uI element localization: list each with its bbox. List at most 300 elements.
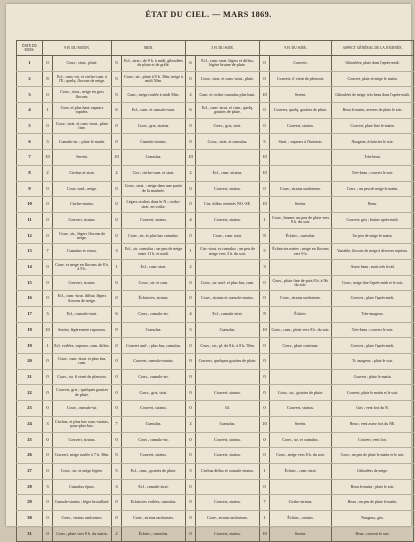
aspect-general: Couvert; gris ; bruine après-midi. xyxy=(332,212,414,228)
aspect-general: Couvert ; pluie le matin. xyxy=(332,369,414,385)
table-row xyxy=(17,56,414,72)
cloud-midi: 0 xyxy=(112,87,122,103)
cloud-3h-soir: 0 xyxy=(186,479,196,495)
cloud-9h-matin: 0 xyxy=(43,197,53,213)
cloud-9h-matin: 0 xyxy=(43,354,53,370)
sky-midi: Couv., str. et cum. xyxy=(122,275,186,291)
sky-9h-soir: Strat. ; vapeurs à l'horizon. xyxy=(270,134,332,150)
cloud-9h-matin: 0 xyxy=(43,291,53,307)
cloud-midi: 0 xyxy=(112,118,122,134)
row-day: 7 xyxy=(17,150,43,166)
aspect-general: Couv. ; un peu de neige le matin. xyxy=(332,181,414,197)
cloud-9h-matin: 3 xyxy=(43,416,53,432)
cloud-midi: 0 xyxy=(112,354,122,370)
cloud-9h-soir: 7 xyxy=(260,495,270,511)
table-row xyxy=(17,165,414,181)
cloud-3h-soir: 5 xyxy=(186,322,196,338)
cloud-3h-soir: 0 xyxy=(186,291,196,307)
table-row xyxy=(17,197,414,213)
header-3h-soir: 3 H. DU SOIR. xyxy=(186,41,260,56)
sky-3h-soir: Couv., cum. strat. xyxy=(196,228,260,244)
cloud-midi: 0 xyxy=(112,56,122,72)
row-day: 11 xyxy=(17,212,43,228)
sky-9h-soir: Éclairc. xyxy=(270,307,332,323)
sky-midi: Ecl., cumulo-strat. xyxy=(122,479,186,495)
cloud-midi: 0 xyxy=(112,369,122,385)
sky-midi: Couv., strat. ; neige dans une partie de la matinée. xyxy=(122,181,186,197)
sky-midi: Ecl., strat.; de 9 h. à midi, giboulées de pluie et de grêle. xyxy=(122,56,186,72)
cloud-9h-soir: 8 xyxy=(260,307,270,323)
aspect-general: Giboulées; pluie dans l'après-midi. xyxy=(332,56,414,72)
aspect-general: Beau ; vent assez fort du NE. xyxy=(332,416,414,432)
sky-midi: Cirr., cirrho-cum. et strat. xyxy=(122,165,186,181)
sky-3h-soir: Couvert, stratus. xyxy=(196,385,260,401)
sky-midi: Ecl., str. cumulus ; un peu de neige entre 11 h. et midi. xyxy=(122,244,186,260)
sky-midi: Ecl., cum. et cumulo-strat. xyxy=(122,103,186,119)
sky-3h-soir xyxy=(196,259,260,275)
table-row xyxy=(17,181,414,197)
sky-9h-matin: Couvert, gris ; quelques gouttes de pluie. xyxy=(53,385,112,401)
sky-9h-soir xyxy=(270,150,332,166)
cloud-9h-soir: 0 xyxy=(260,56,270,72)
aspect-general: Couv.; neige fine l'après-midi et le soir. xyxy=(332,275,414,291)
aspect-general: Assez beau ; mais très froid. xyxy=(332,259,414,275)
sky-3h-soir: Couv., strat. et cum.-strat., pluie. xyxy=(196,71,260,87)
aspect-general: Très-beau ; couvert le soir. xyxy=(332,165,414,181)
sky-9h-soir: Couv., stratus uniformes. xyxy=(270,181,332,197)
aspect-general: Couvert, pluie et neige le matin. xyxy=(332,71,414,87)
aspect-general: Très-nuageux. xyxy=(332,307,414,323)
aspect-general: Couvert ; pluie l'après-midi. xyxy=(332,338,414,354)
aspect-general: Beau le matin, averses de pluie le soir. xyxy=(332,103,414,119)
table-row xyxy=(17,212,414,228)
row-day: 8 xyxy=(17,165,43,181)
cloud-9h-soir: 1 xyxy=(260,510,270,526)
cloud-3h-soir: 0 xyxy=(186,134,196,150)
cloud-9h-soir: 0 xyxy=(260,71,270,87)
sky-midi: Couv., cumulo-str. xyxy=(122,307,186,323)
cloud-midi: 0 xyxy=(112,197,122,213)
cloud-midi: 0 xyxy=(112,510,122,526)
sky-9h-soir: Couvert; il vient de pleuvoir. xyxy=(270,71,332,87)
table-row xyxy=(17,354,414,370)
aspect-general: Variable; flocons de neige à diverses reprises. xyxy=(332,244,414,260)
cloud-midi: 0 xyxy=(112,181,122,197)
cloud-midi: 0 xyxy=(112,134,122,150)
aspect-general: Beau ; couvert le soir. xyxy=(332,526,414,542)
sky-3h-soir: Cumulus. xyxy=(196,416,260,432)
table-row xyxy=(17,479,414,495)
sky-9h-soir: Couvert, stratus. xyxy=(270,401,332,417)
aspect-general: Giboulées de neige; très beau dans l'après-midi. xyxy=(332,87,414,103)
sky-3h-soir: Couvert, stratus. xyxy=(196,181,260,197)
sky-midi: Couv., cumulo-str. xyxy=(122,432,186,448)
cloud-midi: 0 xyxy=(112,275,122,291)
cloud-midi: 3 xyxy=(112,479,122,495)
sky-9h-soir xyxy=(270,354,332,370)
row-day: 5 xyxy=(17,118,43,134)
sky-9h-matin: Couv., cumulo-str. xyxy=(53,401,112,417)
cloud-9h-matin: 0 xyxy=(43,432,53,448)
sky-9h-soir: Couv., brume; un peu de pluie vers 8 h. du soir. xyxy=(270,212,332,228)
cloud-9h-matin: 0 xyxy=(43,87,53,103)
row-day: 6 xyxy=(17,134,43,150)
cloud-9h-matin: 7 xyxy=(43,244,53,260)
sky-3h-soir: Couv., strat. et cumulus. xyxy=(196,134,260,150)
cloud-9h-matin: 0 xyxy=(43,526,53,542)
row-day: 19 xyxy=(17,338,43,354)
sky-9h-matin: Ecl., cumulo-strat. xyxy=(53,307,112,323)
table-row xyxy=(17,291,414,307)
cloud-9h-matin: 0 xyxy=(43,401,53,417)
cloud-9h-soir: 1 xyxy=(260,212,270,228)
sky-9h-matin: Cumulus et cirrus. xyxy=(53,244,112,260)
sky-9h-soir: Cirrho-stratus. xyxy=(270,495,332,511)
sky-9h-matin: Cum. et plus haut vapeurs rapides. xyxy=(53,103,112,119)
cloud-9h-matin: 0 xyxy=(43,448,53,464)
table-row xyxy=(17,87,414,103)
sky-9h-matin: Cumulus épars. xyxy=(53,479,112,495)
cloud-3h-soir: 2 xyxy=(186,165,196,181)
table-row xyxy=(17,448,414,464)
cloud-3h-soir: 0 xyxy=(186,275,196,291)
cloud-midi: 0 xyxy=(112,432,122,448)
table-row xyxy=(17,463,414,479)
cloud-9h-matin: 1 xyxy=(43,103,53,119)
row-day: 30 xyxy=(17,510,43,526)
sky-9h-matin: Cirrhus, et plus bas cum.-stratus, pour-plus-bas. xyxy=(53,416,112,432)
table-row xyxy=(17,322,414,338)
sky-midi: Couv., cumulo-str. xyxy=(122,369,186,385)
sky-9h-matin: Serein. xyxy=(53,150,112,166)
cloud-3h-soir: 0 xyxy=(186,385,196,401)
sky-midi: Couvert, stratus. xyxy=(122,448,186,464)
sky-midi: Cum.; neige roulée à midi 50m. xyxy=(122,87,186,103)
cloud-midi: 0 xyxy=(112,212,122,228)
sky-9h-soir: Éclairc., cum.-strat. xyxy=(270,463,332,479)
cloud-3h-soir: 1 xyxy=(186,244,196,260)
cloud-midi: 0 xyxy=(112,385,122,401)
aspect-general: Beau le matin ; pluie le soir. xyxy=(332,479,414,495)
sky-midi: Cumulus. xyxy=(122,416,186,432)
cloud-midi: 0 xyxy=(112,71,122,87)
sky-9h-matin: Couv., str. il vient de pleuvoir. xyxy=(53,369,112,385)
sky-3h-soir: Cirr.-strat. et cumulus ; un peu de neige vers 3 h. du soir. xyxy=(196,244,260,260)
row-day: 25 xyxy=(17,432,43,448)
sky-3h-soir: Id. xyxy=(196,401,260,417)
cloud-9h-soir: 10 xyxy=(260,322,270,338)
cloud-9h-soir: 0 xyxy=(260,181,270,197)
cloud-3h-soir: 0 xyxy=(186,197,196,213)
sky-midi: Ecl., cum., gouttes de pluie. xyxy=(122,463,186,479)
sky-9h-matin: Ecl., cum.-str. et cirrho-cum. à l'E.; quelq. flocons de neige. xyxy=(53,71,112,87)
aspect-general: Beau. xyxy=(332,197,414,213)
sky-midi: Eclaircies voilées, cumulus. xyxy=(122,495,186,511)
cloud-9h-matin: 3 xyxy=(43,307,53,323)
aspect-general: Couvert; vent fort. xyxy=(332,432,414,448)
sky-midi: Couv., stratus uniformes. xyxy=(122,510,186,526)
cloud-3h-soir: 0 xyxy=(186,369,196,385)
sky-9h-matin: Cumulo-str. ; pluie le matin. xyxy=(53,134,112,150)
sky-3h-soir xyxy=(196,479,260,495)
sky-9h-soir: Couv., stratus uniformes. xyxy=(270,291,332,307)
sky-9h-matin: Ecl. voilées, vapeurs, cum. diffus. xyxy=(53,338,112,354)
table-row xyxy=(17,401,414,417)
sky-3h-soir: Ecl., cum.-strat. et cum., quelq. gouttes de pluie. xyxy=(196,103,260,119)
sky-9h-soir: Couv., str. et cumulus. xyxy=(270,432,332,448)
cloud-9h-matin: 0 xyxy=(43,463,53,479)
sky-9h-matin: Couvert, stratus. xyxy=(53,212,112,228)
cloud-9h-matin: 0 xyxy=(43,369,53,385)
cloud-9h-matin: 0 xyxy=(43,181,53,197)
row-day: 24 xyxy=(17,416,43,432)
row-day: 14 xyxy=(17,259,43,275)
cloud-9h-soir: 0 xyxy=(260,103,270,119)
sky-9h-matin: Couv., strat. et cum.-strat., pluie fine. xyxy=(53,118,112,134)
row-day: 4 xyxy=(17,103,43,119)
cloud-9h-soir: 10 xyxy=(260,197,270,213)
table-row xyxy=(17,244,414,260)
sky-9h-soir: Éclairc., stratus. xyxy=(270,510,332,526)
table-row xyxy=(17,307,414,323)
sky-9h-matin: Cumulo-stratus ; léger brouillard. xyxy=(53,495,112,511)
sky-midi: Couvert, cumulo-stratus. xyxy=(122,354,186,370)
cloud-9h-matin: 0 xyxy=(43,385,53,401)
header-day: DATE DU MOIS. xyxy=(17,41,43,56)
table-row xyxy=(17,259,414,275)
cloud-3h-soir: 2 xyxy=(186,259,196,275)
row-day: 22 xyxy=(17,385,43,401)
cloud-3h-soir: 6 xyxy=(186,103,196,119)
sky-3h-soir xyxy=(196,369,260,385)
table-row xyxy=(17,71,414,87)
aspect-general: Couvert; pluie fine le matin. xyxy=(332,118,414,134)
cloud-midi: 0 xyxy=(112,338,122,354)
sky-3h-soir: Couvert, quelques gouttes de pluie. xyxy=(196,354,260,370)
cloud-3h-soir: 0 xyxy=(186,510,196,526)
sky-midi: Couv., gris, stratus. xyxy=(122,118,186,134)
cloud-3h-soir: 0 xyxy=(186,448,196,464)
sky-9h-matin: Couv., stratus uniformes. xyxy=(53,510,112,526)
table-row xyxy=(17,510,414,526)
cloud-9h-matin: 8 xyxy=(43,71,53,87)
cloud-9h-soir: 0 xyxy=(260,369,270,385)
cloud-3h-soir: 0 xyxy=(186,228,196,244)
sky-3h-soir: Couv., gris, strat. xyxy=(196,118,260,134)
aspect-general: Nuageux, gris. xyxy=(332,510,414,526)
row-day: 21 xyxy=(17,369,43,385)
cloud-midi: 3 xyxy=(112,244,122,260)
sky-9h-matin: Ecl., cum.-strat. diffus; légers flocons de neige. xyxy=(53,291,112,307)
cloud-midi: 2 xyxy=(112,165,122,181)
cloud-9h-soir: 10 xyxy=(260,150,270,166)
sky-midi: Couv., gris, strat. xyxy=(122,385,186,401)
row-day: 16 xyxy=(17,291,43,307)
cloud-midi: 10 xyxy=(112,150,122,166)
cloud-9h-soir: 0 xyxy=(260,354,270,370)
sky-midi: Couv., str. et plus bas cumulus. xyxy=(122,228,186,244)
cloud-9h-matin: 1 xyxy=(43,338,53,354)
sky-9h-soir: Couv., cum., pluie vers 8 h. du soir. xyxy=(270,322,332,338)
cloud-9h-soir: 8 xyxy=(260,228,270,244)
sky-9h-matin: Couvert, neige roulée à 7 h. 30m. xyxy=(53,448,112,464)
cloud-9h-matin: 0 xyxy=(43,259,53,275)
cloud-3h-soir: 0 xyxy=(186,432,196,448)
row-day: 12 xyxy=(17,228,43,244)
sky-9h-soir: Couv., str., gouttes de pluie. xyxy=(270,385,332,401)
cloud-midi: 0 xyxy=(112,448,122,464)
aspect-general: Tr. nuageux ; pluie le soir. xyxy=(332,354,414,370)
sky-9h-matin: Couvert, stratus. xyxy=(53,432,112,448)
header-9h-soir: 9 H. DU SOIR. xyxy=(260,41,332,56)
sky-9h-matin: Couv., strat., pluie. xyxy=(53,56,112,72)
aspect-general: Très-beau. xyxy=(332,150,414,166)
cloud-midi: 6 xyxy=(112,103,122,119)
sky-9h-matin: Couv., strat., neige en gros flocons. xyxy=(53,87,112,103)
cloud-9h-soir: 10 xyxy=(260,416,270,432)
cloud-9h-matin: 0 xyxy=(43,275,53,291)
row-day: 20 xyxy=(17,354,43,370)
sky-9h-matin: Couv., str., légers flocons de neige. xyxy=(53,228,112,244)
cloud-midi: 0 xyxy=(112,291,122,307)
table-row xyxy=(17,369,414,385)
row-day: 27 xyxy=(17,463,43,479)
cloud-midi: 1 xyxy=(112,259,122,275)
row-day: 28 xyxy=(17,479,43,495)
sky-3h-soir: Cumulus. xyxy=(196,322,260,338)
row-day: 9 xyxy=(17,181,43,197)
cloud-9h-soir: 0 xyxy=(260,432,270,448)
cloud-midi: 0 xyxy=(112,228,122,244)
sky-9h-matin: Couv.; pluie vers 8 h. du matin. xyxy=(53,526,112,542)
cloud-9h-soir: 10 xyxy=(260,87,270,103)
sky-3h-soir: Couvert, stratus. xyxy=(196,432,260,448)
table-row xyxy=(17,103,414,119)
sky-9h-matin: Cirrhus et strat. xyxy=(53,165,112,181)
sky-3h-soir xyxy=(196,150,260,166)
header-aspect-general: ASPECT GÉNÉRAL DE LA JOURNÉE. xyxy=(332,41,414,56)
page xyxy=(6,4,411,536)
sky-9h-soir: Couvert. xyxy=(270,56,332,72)
row-day: 13 xyxy=(17,244,43,260)
sky-9h-soir: Couvert, quelq. gouttes de pluie. xyxy=(270,103,332,119)
aspect-general: Couvert ; pluie l'après-midi. xyxy=(332,291,414,307)
cloud-3h-soir: 6 xyxy=(186,56,196,72)
sky-9h-matin: Couv., cum.-strat. et plus bas, cum. xyxy=(53,354,112,370)
aspect-general: Beau ; un peu de pluie le matin. xyxy=(332,495,414,511)
sky-9h-soir: Éclairc., cumulus. xyxy=(270,228,332,244)
row-day: 18 xyxy=(17,322,43,338)
sky-3h-soir: Couvert, stratus. xyxy=(196,495,260,511)
sky-9h-matin: Couv. et neige en flocons de 8 h. à 9 h. xyxy=(53,259,112,275)
cloud-3h-soir: 0 xyxy=(186,71,196,87)
cloud-9h-matin: 0 xyxy=(43,56,53,72)
table-row xyxy=(17,228,414,244)
sky-9h-soir: Serein. xyxy=(270,197,332,213)
table-row xyxy=(17,432,414,448)
cloud-9h-soir: 10 xyxy=(260,526,270,542)
header-9h-matin: 9 H. DU MATIN. xyxy=(43,41,112,56)
sky-9h-soir: Serein. xyxy=(270,416,332,432)
cloud-9h-soir: 0 xyxy=(260,401,270,417)
cloud-9h-matin: 2 xyxy=(43,165,53,181)
sky-9h-matin: Couv. unif., neige. xyxy=(53,181,112,197)
sky-3h-soir: Couv., stratus uniformes. xyxy=(196,510,260,526)
table-row xyxy=(17,385,414,401)
aspect-general: Couvert, pluie le matin et le soir. xyxy=(332,385,414,401)
aspect-general: Gris ; vent fort du N. xyxy=(332,401,414,417)
row-day: 17 xyxy=(17,307,43,323)
cloud-9h-matin: 0 xyxy=(43,228,53,244)
cloud-9h-soir: 0 xyxy=(260,118,270,134)
cloud-3h-soir: 0 xyxy=(186,118,196,134)
header-midi: MIDI. xyxy=(112,41,186,56)
cloud-9h-matin: 0 xyxy=(43,118,53,134)
page-title: ÉTAT DU CIEL. — MARS 1869. xyxy=(145,10,272,19)
cloud-9h-soir: 0 xyxy=(260,479,270,495)
cloud-3h-soir: 4 xyxy=(186,212,196,228)
sky-3h-soir: Cirrhus diffus et cumulo-stratus. xyxy=(196,463,260,479)
sky-9h-soir: Couv., pluie continue. xyxy=(270,338,332,354)
sky-9h-matin: Couv., str. et neige légère. xyxy=(53,463,112,479)
cloud-3h-soir: 0 xyxy=(186,495,196,511)
cloud-9h-matin: 0 xyxy=(43,495,53,511)
row-day: 2 xyxy=(17,71,43,87)
sky-3h-soir: Ecl., cum.-stratus. xyxy=(196,165,260,181)
sky-9h-soir xyxy=(270,479,332,495)
sky-midi: Éclaircies, stratus. xyxy=(122,291,186,307)
cloud-3h-soir: 0 xyxy=(186,401,196,417)
sky-midi: Ecl., cum.-strat. xyxy=(122,259,186,275)
aspect-general: Giboulées de neige. xyxy=(332,463,414,479)
cloud-9h-soir: 0 xyxy=(260,448,270,464)
cloud-9h-matin: 3 xyxy=(43,479,53,495)
cloud-midi: 0 xyxy=(112,495,122,511)
cloud-9h-soir: 0 xyxy=(260,291,270,307)
sky-3h-soir: Cirr. diffus orientés NO.-SE. xyxy=(196,197,260,213)
table-row xyxy=(17,416,414,432)
sky-3h-soir: Ecl., cumulo-strat. xyxy=(196,307,260,323)
cloud-9h-soir: 5 xyxy=(260,134,270,150)
cloud-3h-soir: 2 xyxy=(186,87,196,103)
cloud-3h-soir: 2 xyxy=(186,416,196,432)
sky-9h-matin: Cirrho-stratus. xyxy=(53,197,112,213)
cloud-3h-soir: 0 xyxy=(186,354,196,370)
row-day: 31 xyxy=(17,526,43,542)
table-row xyxy=(17,118,414,134)
sky-9h-soir: Serein. xyxy=(270,526,332,542)
table-row xyxy=(17,495,414,511)
cloud-midi: 2 xyxy=(112,526,122,542)
table-row xyxy=(17,150,414,166)
sky-3h-soir: Cum. et cirrho-cumulus plus haut. xyxy=(196,87,260,103)
table-row xyxy=(17,338,414,354)
cloud-midi: 5 xyxy=(112,463,122,479)
sky-3h-soir: Ecl., cum.-strat. légers et diffus; légère bruine de pluie. xyxy=(196,56,260,72)
sky-3h-soir: Couvert, stratus. xyxy=(196,526,260,542)
sky-3h-soir: Couvert, stratus. xyxy=(196,448,260,464)
sky-9h-matin: Couvert, stratus. xyxy=(53,275,112,291)
cloud-9h-matin: 0 xyxy=(43,510,53,526)
cloud-9h-soir: 1 xyxy=(260,463,270,479)
sky-midi: Couvert unif. ; plus bas, cumulus. xyxy=(122,338,186,354)
cloud-midi: 9 xyxy=(112,322,122,338)
sky-3h-soir: Couv., str. unif. et plus bas, cum. xyxy=(196,275,260,291)
sky-9h-soir xyxy=(270,259,332,275)
sky-9h-soir xyxy=(270,369,332,385)
cloud-9h-soir: 0 xyxy=(260,385,270,401)
cloud-9h-soir: 3 xyxy=(260,259,270,275)
